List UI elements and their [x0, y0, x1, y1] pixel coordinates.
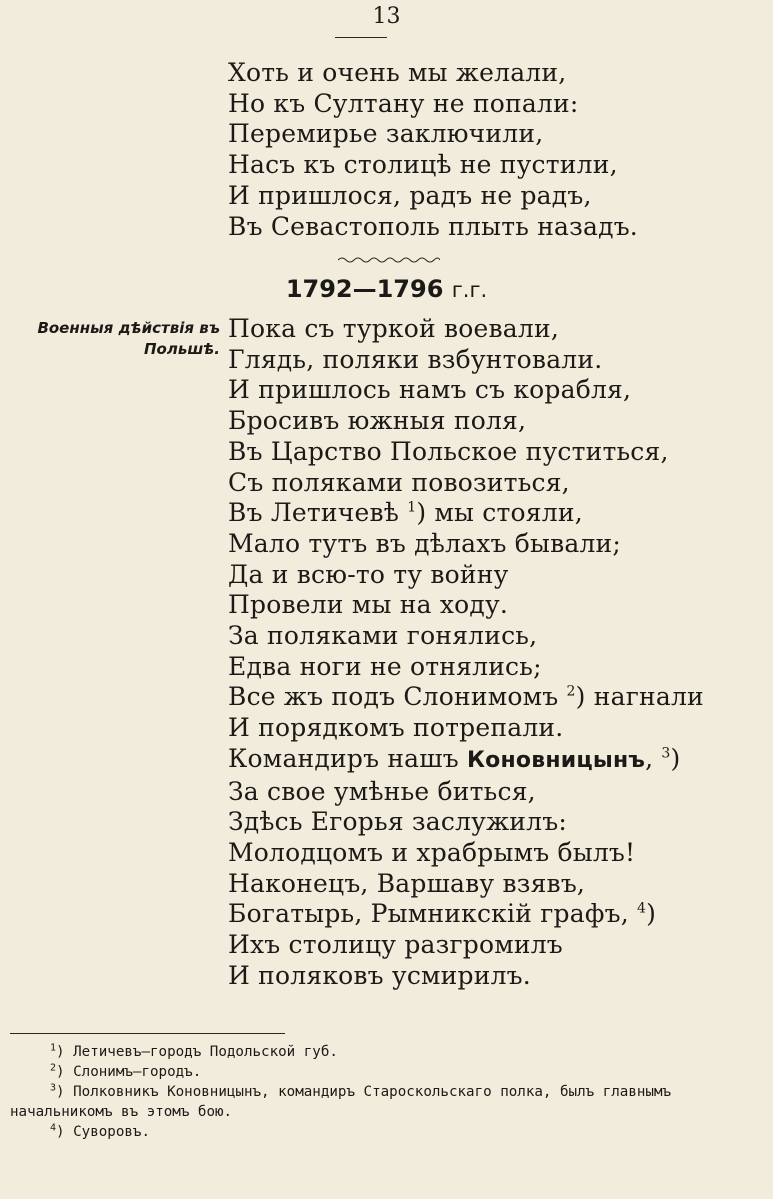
stanza-second [228, 314, 704, 991]
stanza-first [228, 58, 638, 242]
verse-line: Наконецъ, Варшаву взявъ, [228, 868, 586, 898]
wavy-divider [338, 255, 440, 265]
footnote-ref: 2 [566, 684, 576, 701]
footnote [10, 1042, 765, 1062]
footnotes [10, 1042, 765, 1142]
footnote-continuation: начальникомъ въ этомъ бою. [10, 1104, 233, 1120]
footnote-number: 2 [50, 1062, 57, 1074]
margin-note [10, 318, 220, 360]
margin-note-line: Польшѣ. [144, 340, 220, 358]
footnote-ref: 3 [661, 745, 671, 762]
verse-line [228, 682, 704, 713]
verse-line: За свое умѣнье биться, [228, 776, 536, 806]
footnote-text: ) Летичевъ—городъ Подольской губ. [56, 1044, 338, 1060]
footnote [10, 1062, 765, 1082]
verse-line: Глядь, поляки взбунтовали. [228, 344, 603, 374]
footnote-number: 3 [50, 1082, 57, 1094]
verse-line: Съ поляками повозиться, [228, 467, 570, 497]
verse-line: Насъ къ столицѣ не пустили, [228, 150, 618, 180]
verse-text: , [645, 743, 662, 773]
margin-note-line: Военныя дѣйствія въ [37, 319, 220, 337]
page-number-rule [335, 37, 387, 38]
verse-line: Перемирье заключили, [228, 119, 544, 149]
verse-line: Пока съ туркой воевали, [228, 314, 560, 343]
verse-text: ) [670, 743, 681, 773]
heading-years: 1792—1796 [285, 275, 444, 303]
verse-line: И порядкомъ потрепали. [228, 713, 564, 743]
verse-line: Едва ноги не отнялись; [228, 651, 542, 681]
page-number: 13 [372, 4, 401, 29]
footnote-text: ) Слонимъ—городъ. [56, 1064, 202, 1080]
verse-line: Здѣсь Егорья заслужилъ: [228, 807, 567, 837]
footnote [10, 1122, 765, 1142]
verse-text: ) [646, 899, 657, 929]
footnote-text: ) Суворовъ. [56, 1124, 150, 1140]
verse-line: Да и всю-то ту войну [228, 559, 509, 589]
verse-line: Въ Царство Польское пуститься, [228, 436, 669, 466]
verse-text: ) нагнали [575, 682, 704, 712]
verse-line: И пришлось намъ съ корабля, [228, 375, 632, 405]
verse-text: Богатырь, Рымникскій графъ, [228, 899, 637, 929]
commander-name: Коновницынъ [467, 747, 646, 773]
verse-line [228, 899, 704, 930]
verse-line: Молодцомъ и храбрымъ былъ! [228, 837, 636, 867]
verse-line: За поляками гонялись, [228, 621, 538, 651]
footnote-number: 4 [50, 1122, 57, 1134]
verse-line: Мало тутъ въ дѣлахъ бывали; [228, 528, 622, 558]
verse-line: Провели мы на ходу. [228, 590, 509, 620]
verse-text: ) мы стояли, [416, 498, 583, 528]
verse-text: Командиръ нашъ [228, 743, 467, 773]
footnote-text: ) Полковникъ Коновницынъ, командиръ Староскольскаго полка, былъ главнымъ [56, 1084, 672, 1100]
verse-line: И пришлося, радъ не радъ, [228, 180, 592, 210]
footnote-rule [10, 1033, 285, 1034]
verse-line: Но къ Султану не попали: [228, 88, 579, 118]
section-heading [0, 275, 773, 303]
verse-line: Ихъ столицу разгромилъ [228, 930, 563, 960]
verse-line: Хоть и очень мы желали, [228, 58, 567, 87]
verse-line: Въ Севастополь плыть назадъ. [228, 211, 638, 241]
verse-line: И поляковъ усмирилъ. [228, 960, 531, 990]
footnote-number: 1 [50, 1042, 57, 1054]
verse-line: Бросивъ южныя поля, [228, 406, 527, 436]
verse-line [228, 498, 704, 529]
verse-text: Все жъ подъ Слонимомъ [228, 682, 567, 712]
footnote [10, 1082, 765, 1102]
verse-text: Въ Летичевѣ [228, 498, 408, 528]
footnote-ref: 1 [407, 499, 417, 516]
verse-line [228, 744, 704, 777]
footnote-ref: 4 [636, 901, 647, 918]
heading-unit: г.г. [451, 278, 488, 302]
